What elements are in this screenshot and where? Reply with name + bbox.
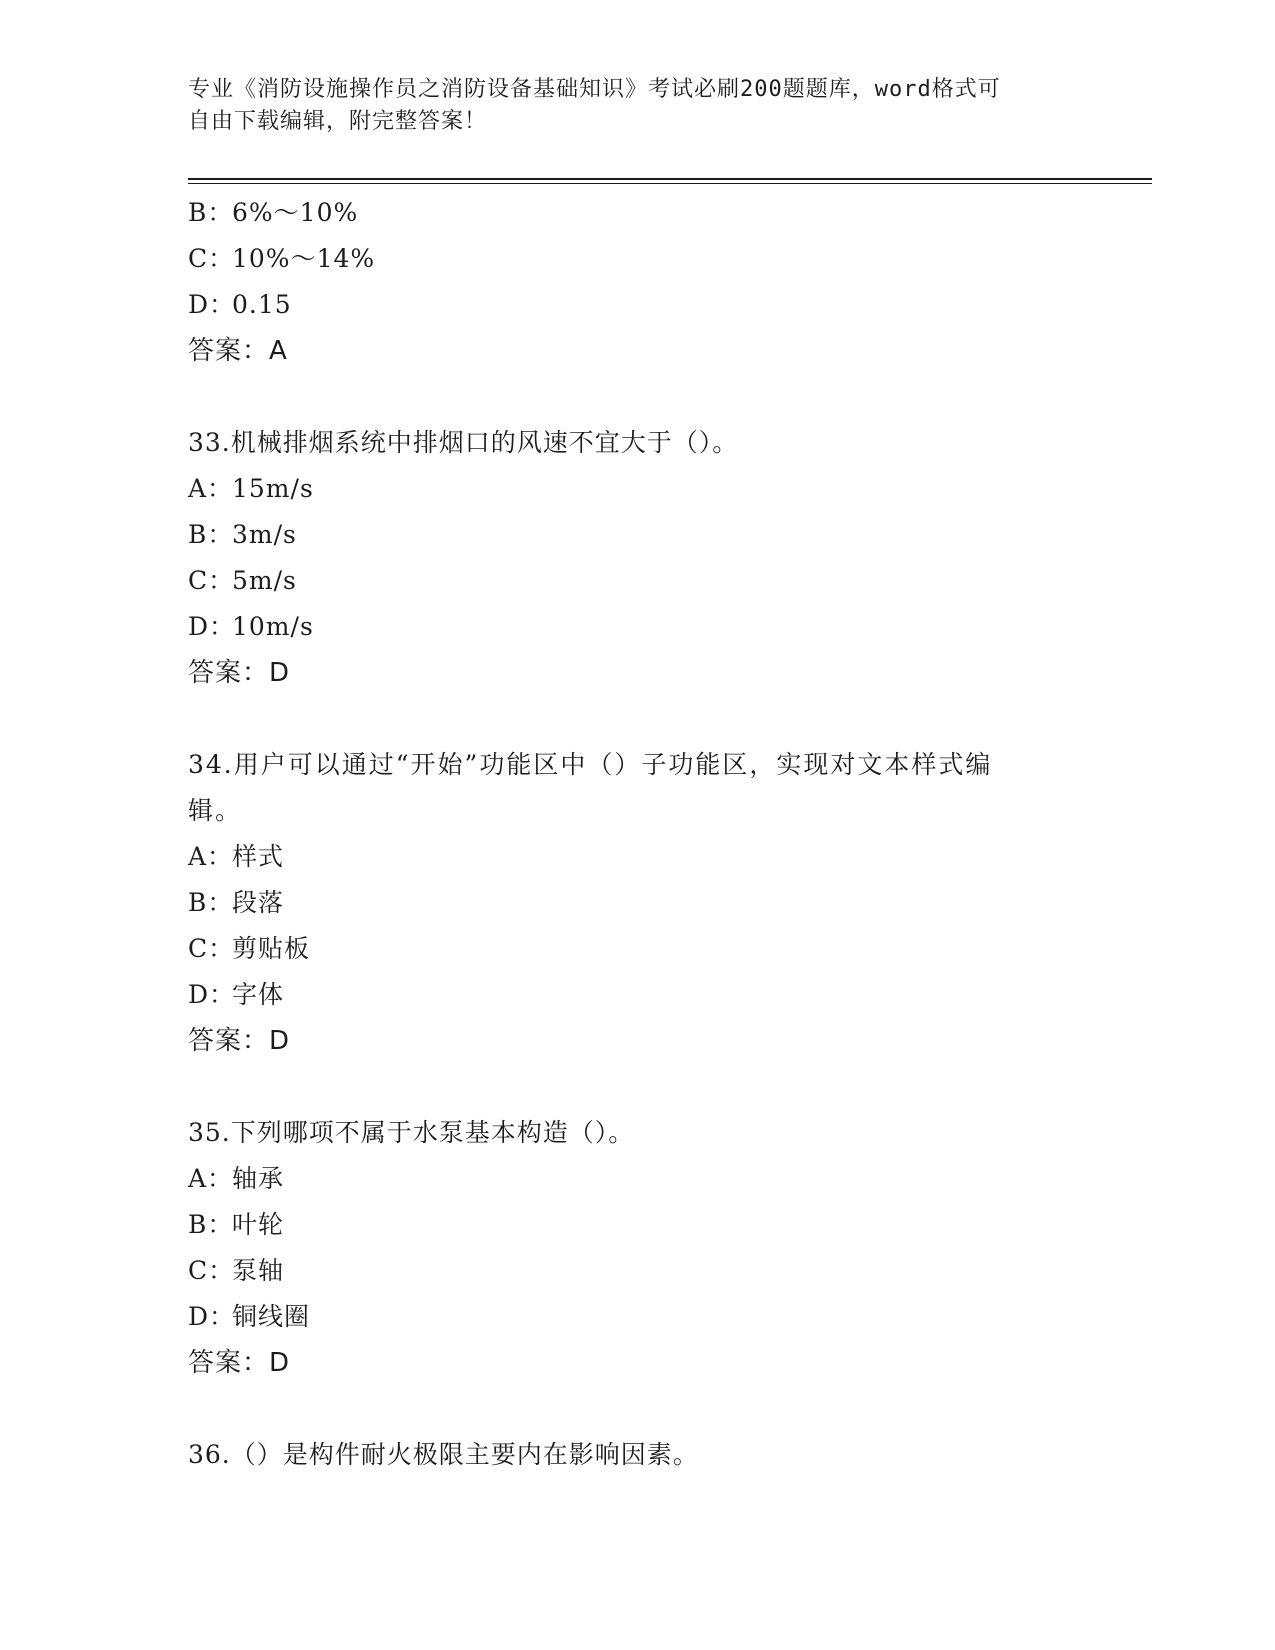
option-text: 铜线圈 [232,1302,311,1331]
option-a [188,1156,1118,1202]
option-key: C： [188,244,235,273]
question-stem-line-1: 34.用户可以通过“开始”功能区中（）子功能区，实现对文本样式编 [188,750,993,779]
option-text: 字体 [232,980,285,1009]
answer-line: 答案：D [188,1348,291,1378]
option-c [188,236,1118,282]
option-key: D： [188,290,236,319]
option-key: B： [188,1210,234,1239]
spacer [188,696,1118,742]
document-header [188,74,1068,138]
option-c [188,558,1118,604]
spacer [188,374,1118,420]
option-key: B： [188,888,234,917]
header-divider-thick [188,178,1152,180]
option-key: A： [188,474,234,503]
option-key: D： [188,612,236,641]
option-key: A： [188,1164,234,1193]
answer-line: 答案：A [188,336,288,366]
option-key: C： [188,1256,235,1285]
option-key: B： [188,198,234,227]
option-a [188,466,1118,512]
answer-line: 答案：D [188,1026,291,1056]
option-text: 0.15 [232,290,292,319]
question-stem: 36.（）是构件耐火极限主要内在影响因素。 [188,1440,699,1469]
option-c [188,926,1118,972]
option-b [188,190,1118,236]
option-key: C： [188,566,235,595]
header-divider-thin [188,183,1152,184]
option-a [188,834,1118,880]
question-33 [188,420,1118,696]
question-stem: 35.下列哪项不属于水泵基本构造（）。 [188,1118,635,1147]
option-key: C： [188,934,235,963]
option-b [188,512,1118,558]
option-text: 段落 [232,888,285,917]
question-stem-line-2: 辑。 [188,796,243,825]
option-text: 15m/s [232,474,314,503]
option-text: 剪贴板 [232,934,311,963]
question-stem: 33.机械排烟系统中排烟口的风速不宜大于（）。 [188,428,739,457]
option-d [188,604,1118,650]
option-d [188,1294,1118,1340]
question-32 [188,190,1118,374]
option-c [188,1248,1118,1294]
header-title-line-2: 自由下载编辑，附完整答案！ [188,109,488,134]
answer-line: 答案：D [188,658,291,688]
option-b [188,880,1118,926]
option-d [188,972,1118,1018]
spacer [188,1064,1118,1110]
question-list [188,190,1118,1478]
option-d [188,282,1118,328]
question-35 [188,1110,1118,1386]
question-stem [188,742,1118,834]
option-text: 样式 [232,842,285,871]
question-36 [188,1432,1118,1478]
option-text: 6%～10% [232,198,359,227]
spacer [188,1386,1118,1432]
option-b [188,1202,1118,1248]
option-text: 轴承 [232,1164,285,1193]
option-text: 叶轮 [232,1210,285,1239]
option-text: 10m/s [232,612,314,641]
option-text: 10%～14% [232,244,376,273]
option-key: B： [188,520,234,549]
option-key: D： [188,980,236,1009]
option-text: 泵轴 [232,1256,285,1285]
question-34 [188,742,1118,1064]
option-key: A： [188,842,234,871]
header-title-line-1: 专业《消防设施操作员之消防设备基础知识》考试必刷200题题库，word格式可 [188,77,1001,102]
option-text: 3m/s [232,520,297,549]
option-key: D： [188,1302,236,1331]
option-text: 5m/s [232,566,297,595]
